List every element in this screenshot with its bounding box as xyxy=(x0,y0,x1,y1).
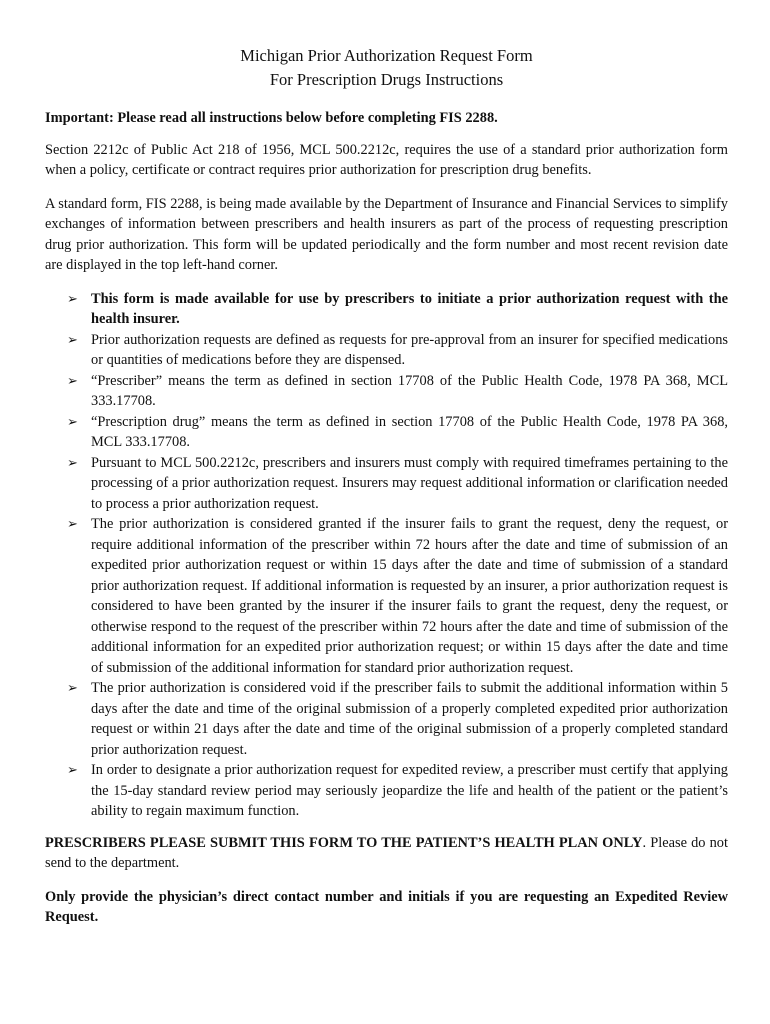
arrow-bullet-icon: ➢ xyxy=(67,372,78,388)
list-item-text: The prior authorization is considered void if the prescriber fails to submit the additional information within 5 days after the date and time of the original submission of a properly completed expedited prior authorization request or within 21 days after the date and time of the original submission of a properly completed standard prior authorization request. xyxy=(91,680,728,758)
page-title xyxy=(45,44,728,92)
arrow-bullet-icon: ➢ xyxy=(67,762,78,777)
arrow-bullet-icon: ➢ xyxy=(67,516,78,531)
instructions-page xyxy=(45,44,728,928)
list-item xyxy=(45,371,728,412)
submit-instruction xyxy=(45,833,728,874)
list-item-text: Pursuant to MCL 500.2212c, prescribers and insurers must comply with required timeframes pertaining to the processing of a prior authorization request. Insurers may request additional information or clarification needed to process a prior authorization request. xyxy=(91,454,728,512)
arrow-bullet-icon: ➢ xyxy=(67,290,78,306)
list-item xyxy=(45,330,728,371)
arrow-bullet-icon: ➢ xyxy=(67,331,78,347)
arrow-bullet-icon: ➢ xyxy=(67,454,78,470)
submit-instruction-rest: . Please do not send to the department. xyxy=(45,834,729,871)
list-item-text: “Prescription drug” means the term as defined in section 17708 of the Public Health Code, 1978 PA 368, MCL 333.17708. xyxy=(91,413,728,450)
title-line-2: For Prescription Drugs Instructions xyxy=(269,70,504,89)
arrow-bullet-icon: ➢ xyxy=(67,413,78,429)
important-notice: Important: Please read all instructions below before completing FIS 2288. xyxy=(45,110,498,126)
list-item xyxy=(45,678,728,760)
submit-instruction-bold: PRESCRIBERS PLEASE SUBMIT THIS FORM TO THE PATIENT’S HEALTH PLAN ONLY xyxy=(45,834,643,851)
list-item xyxy=(45,412,728,453)
expedited-review-note: Only provide the physician’s direct contact number and initials if you are requesting an Expedited Review Request. xyxy=(45,888,728,925)
list-item-text: This form is made available for use by prescribers to initiate a prior authorization request with the health insurer. xyxy=(91,290,728,327)
list-item-text: Prior authorization requests are defined as requests for pre-approval from an insurer for specified medications or quantities of medications before they are dispensed. xyxy=(91,331,728,368)
paragraph-section-2212c: Section 2212c of Public Act 218 of 1956, MCL 500.2212c, requires the use of a standard prior authorization form when a policy, certificate or contract requires prior authorization for prescription drug benefits. xyxy=(45,141,728,178)
list-item xyxy=(45,289,728,330)
arrow-bullet-icon: ➢ xyxy=(67,680,78,695)
list-item xyxy=(45,453,728,515)
list-item-text: “Prescriber” means the term as defined in section 17708 of the Public Health Code, 1978 PA 368, MCL 333.17708. xyxy=(91,372,728,409)
list-item-text: The prior authorization is considered granted if the insurer fails to grant the request, deny the request, or require additional information of the prescriber within 72 hours after the date and time of submission of an expedited prior authorization request or within 15 days after the date and time of submission of a standard prior authorization request. If additional information is requested by an insurer, a prior authorization request is considered to have been granted by the insurer if the insurer fails to grant the request, deny the request, or otherwise respond to the request of the prescriber within 72 hours after the date and time of submission of the additional information for an expedited prior authorization request; or within 15 days after the date and time of submission of the additional information for standard prior authorization request. xyxy=(91,516,728,676)
list-item xyxy=(45,514,728,678)
title-line-1: Michigan Prior Authorization Request Form xyxy=(240,46,533,65)
list-item-text: In order to designate a prior authorization request for expedited review, a prescriber must certify that applying the 15-day standard review period may seriously jeopardize the life and health of the patient or the patient’s ability to regain maximum function. xyxy=(91,762,728,819)
list-item xyxy=(45,760,728,822)
paragraph-standard-form: A standard form, FIS 2288, is being made available by the Department of Insurance and Financial Services to simplify exchanges of information between prescribers and health insurers as part of the process of requesting prescription drug prior authorization. This form will be updated periodically and the form number and most recent revision date are displayed in the top left-hand corner. xyxy=(45,195,728,273)
instruction-list xyxy=(45,289,728,822)
